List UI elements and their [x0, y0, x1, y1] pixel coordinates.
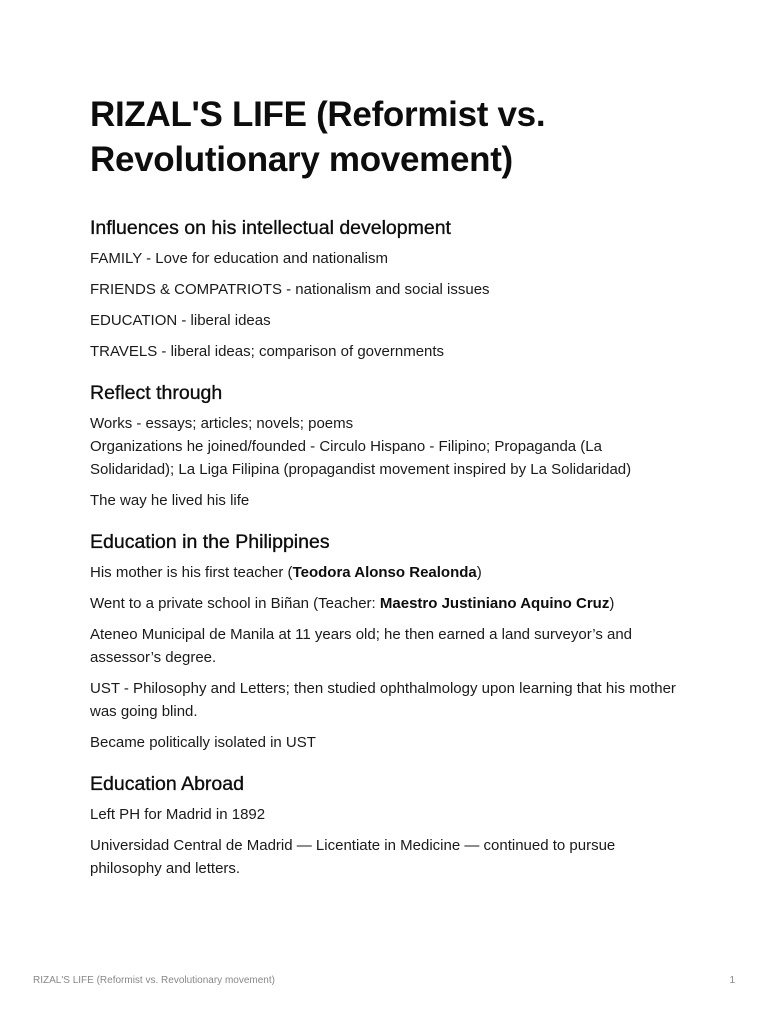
- paragraph: TRAVELS - liberal ideas; comparison of governments: [90, 343, 445, 360]
- paragraph: Ateneo Municipal de Manila at 11 years old; he then earned a land surveyor’s and assessor’s degree.: [90, 626, 633, 666]
- bold-name: Maestro Justiniano Aquino Cruz: [379, 595, 610, 612]
- paragraph: Became politically isolated in UST: [90, 734, 316, 751]
- footer-title: RIZAL'S LIFE (Reformist vs. Revolutionary movement): [33, 975, 275, 986]
- section-heading: Education Abroad: [90, 773, 244, 795]
- section-heading: Reflect through: [90, 382, 223, 404]
- section-reflect: [90, 380, 680, 512]
- section-education-philippines: [90, 529, 680, 754]
- paragraph: FRIENDS & COMPATRIOTS - nationalism and social issues: [90, 281, 490, 298]
- document-page: [90, 92, 680, 897]
- paragraph: The way he lived his life: [90, 492, 250, 509]
- text-span: Went to a private school in Biñan (Teacher:: [90, 595, 380, 612]
- section-heading: Education in the Philippines: [90, 531, 330, 553]
- paragraph: [90, 592, 680, 615]
- text-span: ): [609, 595, 615, 612]
- text-span: ): [476, 564, 482, 581]
- paragraph: Organizations he joined/founded - Circulo Hispano - Filipino; Propaganda (La Solidaridad); La Liga Filipina (propagandist movement inspired by La Solidaridad): [90, 438, 632, 478]
- page-number: 1: [729, 975, 735, 986]
- paragraph: Universidad Central de Madrid — Licentiate in Medicine — continued to pursue philosophy and letters.: [90, 837, 616, 877]
- paragraph: UST - Philosophy and Letters; then studied ophthalmology upon learning that his mother was going blind.: [90, 680, 676, 720]
- paragraph: EDUCATION - liberal ideas: [90, 312, 271, 329]
- section-education-abroad: [90, 771, 680, 880]
- document-title: RIZAL'S LIFE (Reformist vs. Revolutionary movement): [90, 95, 546, 179]
- section-influences: [90, 215, 680, 363]
- section-heading: Influences on his intellectual development: [90, 217, 451, 239]
- paragraph: Left PH for Madrid in 1892: [90, 806, 266, 823]
- text-span: His mother is his first teacher (: [90, 564, 293, 581]
- paragraph: [90, 561, 680, 584]
- page-footer: [33, 975, 735, 986]
- paragraph: Works - essays; articles; novels; poems: [90, 415, 354, 432]
- paragraph: FAMILY - Love for education and nationalism: [90, 250, 388, 267]
- bold-name: Teodora Alonso Realonda: [292, 564, 477, 581]
